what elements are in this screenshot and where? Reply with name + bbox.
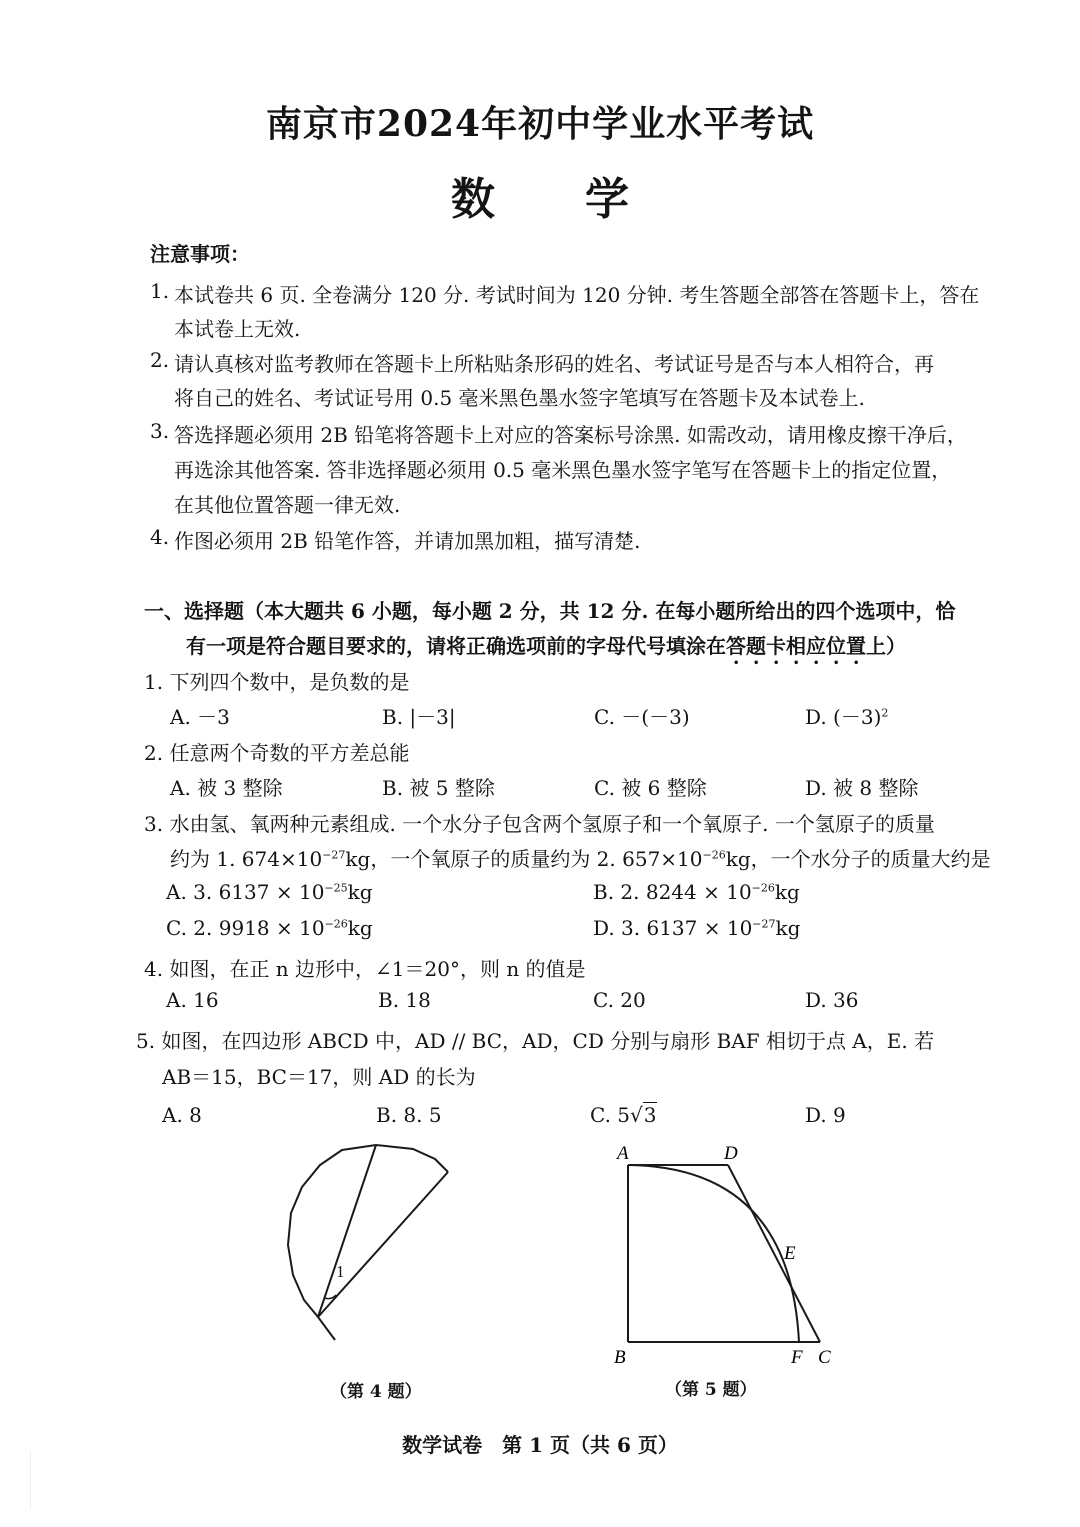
question-3-option-d-unit: kg — [775, 916, 801, 940]
notice-item-3-line3: 在其他位置答题一律无效. — [174, 493, 401, 517]
figure-4-diagram — [270, 1135, 470, 1350]
question-3-option-b-exp: −26 — [751, 881, 775, 895]
question-3-option-b-unit: kg — [774, 880, 800, 904]
section-1-heading-line2-b: 上） — [866, 634, 906, 658]
point-F-label: F — [791, 1347, 803, 1368]
question-3-option-a-unit: kg — [347, 880, 373, 904]
point-C-label: C — [818, 1347, 831, 1368]
question-4-option-c: C. 20 — [593, 988, 646, 1012]
question-2-option-a: A. 被 3 整除 — [170, 776, 283, 800]
figure-5-diagram — [600, 1135, 850, 1375]
point-B-label: B — [614, 1347, 626, 1368]
notice-item-3-line1: 答选择题必须用 2B 铅笔将答题卡上对应的答案标号涂黑. 如需改动，请用橡皮擦干净后， — [174, 423, 967, 447]
question-3-option-d-mantissa: D. 3. 6137 × 10 — [593, 916, 753, 940]
question-1-option-a: A. －3 — [170, 705, 230, 729]
exam-title: 南京市2024年初中学业水平考试 — [265, 103, 815, 145]
question-3-line2-a: 约为 1. 674×10 — [170, 847, 323, 871]
question-4-option-b: B. 18 — [378, 988, 431, 1012]
question-3-option-a-mantissa: A. 3. 6137 × 10 — [166, 880, 325, 904]
diagonal-line-2 — [318, 1172, 448, 1317]
figure-5-caption: （第 5 题） — [665, 1380, 757, 1400]
question-2-option-d: D. 被 8 整除 — [805, 776, 919, 800]
notice-item-4-num: 4. — [150, 525, 170, 549]
diagonal-line-1 — [318, 1145, 376, 1317]
polygon-edges — [288, 1145, 448, 1340]
notice-item-3-num: 3. — [150, 419, 170, 443]
notice-item-2-line1: 请认真核对监考教师在答题卡上所粘贴条形码的姓名、考试证号是否与本人相符合，再 — [174, 352, 934, 376]
question-1-option-b-value: |－3| — [409, 705, 456, 729]
question-1-stem: 1. 下列四个数中，是负数的是 — [144, 670, 410, 694]
question-5-option-c-radicand: 3 — [643, 1103, 657, 1127]
angle-label: 1 — [336, 1262, 345, 1281]
question-1-option-c: C. －(－3) — [594, 705, 690, 729]
subject-title: 数学 — [451, 174, 719, 225]
point-D-label: D — [724, 1143, 738, 1164]
section-1-heading-line2 — [186, 630, 906, 669]
question-5-option-a: A. 8 — [162, 1103, 202, 1127]
notice-item-4-line1: 作图必须用 2B 铅笔作答，并请加黑加粗，描写清楚. — [174, 529, 641, 553]
section-1-emphasis: 答题卡相应位置 — [726, 634, 866, 658]
notice-item-1-num: 1. — [150, 279, 170, 303]
question-3-option-c-mantissa: C. 2. 9918 × 10 — [166, 916, 325, 940]
question-5-option-b: B. 8. 5 — [376, 1103, 442, 1127]
question-5-option-c — [590, 1103, 657, 1127]
question-4-stem: 4. 如图，在正 n 边形中，∠1＝20°，则 n 的值是 — [144, 957, 586, 981]
notice-item-2-line2: 将自己的姓名、考试证号用 0.5 毫米黑色墨水签字笔填写在答题卡及本试卷上. — [174, 386, 865, 410]
question-3-line2-b: kg，一个氧原子的质量约为 2. 657×10 — [345, 847, 703, 871]
question-1-option-b — [382, 701, 456, 730]
question-1-option-b-label: B. — [382, 705, 410, 729]
question-3-option-c-exp: −26 — [324, 917, 348, 931]
question-4-option-a: A. 16 — [166, 988, 219, 1012]
question-5-option-d: D. 9 — [805, 1103, 846, 1127]
question-2-stem: 2. 任意两个奇数的平方差总能 — [144, 741, 410, 765]
question-1-option-d — [805, 701, 888, 730]
notice-heading: 注意事项： — [150, 242, 250, 266]
question-3-line2-c: kg，一个水分子的质量大约是 — [725, 847, 991, 871]
question-1-option-d-exponent: 2 — [881, 706, 889, 720]
question-5-line2: AB＝15，BC＝17，则 AD 的长为 — [162, 1065, 476, 1089]
notice-item-1-line2: 本试卷上无效. — [174, 317, 301, 341]
question-3-exp-2: −26 — [702, 848, 726, 862]
question-3-exp-1: −27 — [322, 848, 346, 862]
point-E-label: E — [784, 1243, 796, 1264]
question-3-option-d — [593, 916, 800, 940]
notice-item-1-line1: 本试卷共 6 页. 全卷满分 120 分. 考试时间为 120 分钟. 考生答题全部答在答题卡上，答在 — [174, 283, 980, 307]
sqrt-sign: √ — [630, 1103, 643, 1127]
segment-DC — [728, 1165, 820, 1342]
question-3-line1: 3. 水由氢、氧两种元素组成. 一个水分子包含两个氢原子和一个氧原子. 一个氢原子的质量 — [144, 812, 935, 836]
page-footer: 数学试卷 第 1 页（共 6 页） — [402, 1433, 678, 1457]
notice-item-3-line2: 再选涂其他答案. 答非选择题必须用 0.5 毫米黑色墨水签字笔写在答题卡上的指定位置， — [174, 458, 952, 482]
question-1-option-d-base: D. (－3) — [805, 705, 882, 729]
question-3-option-b-mantissa: B. 2. 8244 × 10 — [593, 880, 752, 904]
page-edge-mark — [30, 1450, 31, 1510]
section-1-heading-line2-a: 有一项是符合题目要求的，请将正确选项前的字母代号填涂在 — [186, 634, 726, 658]
question-5-option-c-coef: C. 5 — [590, 1103, 631, 1127]
question-4-option-d: D. 36 — [805, 988, 859, 1012]
question-3-option-c-unit: kg — [347, 916, 373, 940]
section-1-heading: 一、选择题（本大题共 6 小题，每小题 2 分，共 12 分. 在每小题所给出的四个选项中，恰 — [144, 599, 956, 623]
question-2-option-b: B. 被 5 整除 — [382, 776, 495, 800]
question-5-line1: 5. 如图，在四边形 ABCD 中，AD // BC，AD，CD 分别与扇形 BAF 相切于点 A，E. 若 — [136, 1029, 935, 1053]
notice-item-2-num: 2. — [150, 348, 170, 372]
question-3-option-a-exp: −25 — [324, 881, 348, 895]
question-2-option-c: C. 被 6 整除 — [594, 776, 707, 800]
question-3-option-d-exp: −27 — [752, 917, 776, 931]
question-3-option-a — [166, 880, 373, 904]
question-3-option-c — [166, 916, 373, 940]
question-3-line2 — [170, 843, 991, 872]
figure-4-caption: （第 4 题） — [330, 1382, 422, 1402]
question-3-option-b — [593, 880, 800, 904]
point-A-label: A — [617, 1143, 629, 1164]
